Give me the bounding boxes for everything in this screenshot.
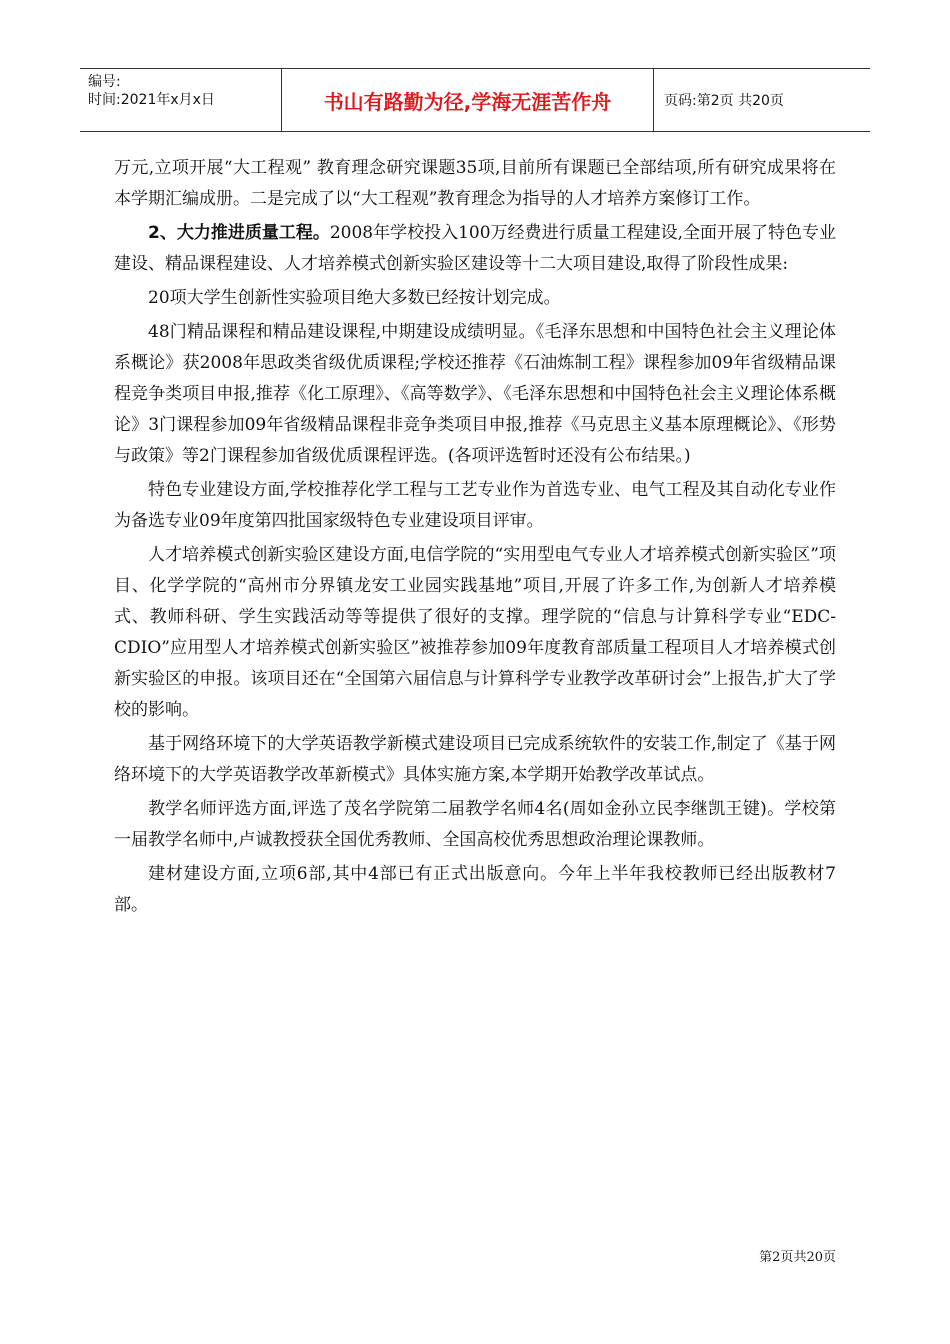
paragraph-7: 基于网络环境下的大学英语教学新模式建设项目已完成系统软件的安装工作,制定了《基于网络环境下的大学英语教学改革新模式》具体实施方案,本学期开始教学改革试点。	[114, 734, 836, 785]
section-heading: 2、大力推进质量工程。	[148, 223, 330, 243]
paragraph-3: 20项大学生创新性实验项目绝大多数已经按计划完成。	[148, 288, 561, 308]
page-footer: 第2页共20页	[759, 1250, 836, 1265]
time-label: 时间:2021年x月x日	[88, 92, 215, 108]
document-body	[114, 153, 836, 924]
header-page-info: 页码:第2页 共20页	[664, 93, 784, 109]
paragraph-2: 2、大力推进质量工程。2008年学校投入100万经费进行质量工程建设,全面开展了特色专业建设、精品课程建设、人才培养模式创新实验区建设等十二大项目建设,取得了阶段性成果:	[114, 223, 836, 274]
paragraph-9: 建材建设方面,立项6部,其中4部已有正式出版意向。今年上半年我校教师已经出版教材7部。	[114, 864, 836, 915]
paragraph-1: 万元,立项开展“大工程观” 教育理念研究课题35项,目前所有课题已全部结项,所有研究成果将在本学期汇编成册。二是完成了以“大工程观”教育理念为指导的人才培养方案修订工作。	[114, 158, 836, 209]
paragraph-8: 教学名师评选方面,评选了茂名学院第二届教学名师4名(周如金孙立民李继凯王键)。学校第一届教学名师中,卢诚教授获全国优秀教师、全国高校优秀思想政治理论课教师。	[114, 799, 836, 850]
header-motto: 书山有路勤为径,学海无涯苦作舟	[282, 69, 654, 131]
paragraph-5: 特色专业建设方面,学校推荐化学工程与工艺专业作为首选专业、电气工程及其自动化专业作为备选专业09年度第四批国家级特色专业建设项目评审。	[114, 480, 836, 531]
paragraph-4: 48门精品课程和精品建设课程,中期建设成绩明显。《毛泽东思想和中国特色社会主义理论体系概论》获2008年思政类省级优质课程;学校还推荐《石油炼制工程》课程参加09年省级精品课程竞争类项目申报,推荐《化工原理》、《高等数学》、《毛泽东思想和中国特色社会主义理论体系概论》3门课程参加09年省级精品课程非竞争类项目申报,推荐《马克思主义基本原理概论》、《形势与政策》等2门课程参加省级优质课程评选。(各项评选暂时还没有公布结果。)	[114, 322, 836, 466]
header-meta	[80, 69, 282, 131]
paragraph-6: 人才培养模式创新实验区建设方面,电信学院的“实用型电气专业人才培养模式创新实验区”项目、化学学院的“高州市分界镇龙安工业园实践基地”项目,开展了许多工作,为创新人才培养模式、教师科研、学生实践活动等等提供了很好的支撑。理学院的“信息与计算科学专业“EDC-CDIO”应用型人才培养模式创新实验区”被推荐参加09年度教育部质量工程项目人才培养模式创新实验区的申报。该项目还在“全国第六届信息与计算科学专业教学改革研讨会”上报告,扩大了学校的影响。	[114, 545, 836, 720]
page-header	[80, 68, 870, 132]
number-label: 编号:	[88, 74, 121, 90]
